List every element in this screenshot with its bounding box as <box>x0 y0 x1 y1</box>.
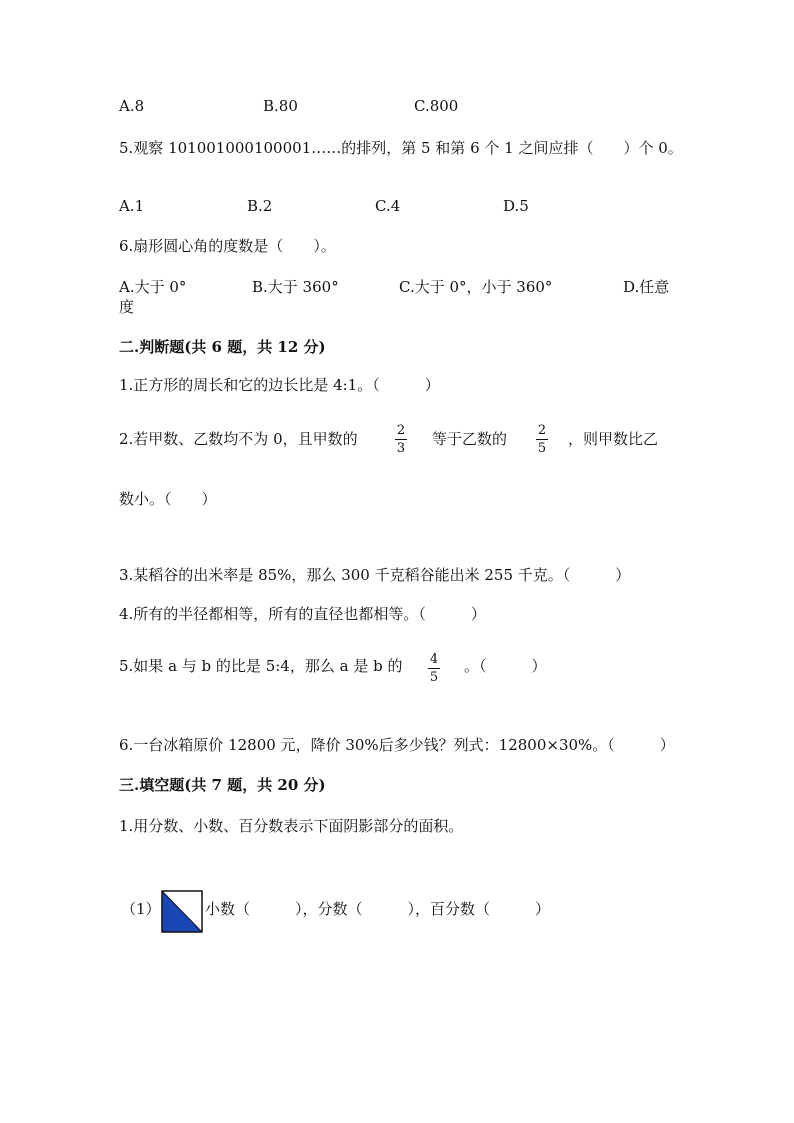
option-d-wrap: 度 <box>119 298 135 316</box>
fraction-2-5: 2 5 <box>537 423 547 456</box>
option-c: C.800 <box>414 97 459 115</box>
judge-q2-part3: ，则甲数比乙 <box>568 430 659 448</box>
option-a: A.8 <box>119 97 145 115</box>
judge-q2-part2: 等于乙数的 <box>432 430 508 448</box>
option-c: C.大于 0°，小于 360° <box>399 278 553 296</box>
judge-q5-part2: 。（ ） <box>464 657 547 675</box>
fraction-2-3: 2 3 <box>396 423 406 456</box>
sub-answer-blanks: 小数（ ），分数（ ），百分数（ ） <box>205 900 551 918</box>
judge-q5-part1: 5.如果 a 与 b 的比是 5:4，那么 a 是 b 的 <box>119 657 403 675</box>
judge-q2-line2: 数小。（ ） <box>119 490 217 508</box>
question-6: 6.扇形圆心角的度数是（ ）。 <box>119 237 336 255</box>
option-d: D.5 <box>503 197 529 215</box>
judge-question-1: 1.正方形的周长和它的边长比是 4:1。（ ） <box>119 376 440 394</box>
fraction-4-5: 4 5 <box>429 652 439 685</box>
sub-label: （1） <box>121 900 161 918</box>
fill-question-1: 1.用分数、小数、百分数表示下面阴影部分的面积。 <box>119 817 464 835</box>
judge-question-6: 6.一台冰箱原价 12800 元，降价 30%后多少钱？列式：12800×30%。（ ） <box>119 736 675 754</box>
option-b: B.大于 360° <box>252 278 339 296</box>
option-c: C.4 <box>375 197 401 215</box>
judge-q2-part1: 2.若甲数、乙数均不为 0，且甲数的 <box>119 430 358 448</box>
judge-question-4: 4.所有的半径都相等，所有的直径也都相等。（ ） <box>119 605 486 623</box>
shaded-square-figure <box>161 890 203 933</box>
option-b: B.2 <box>247 197 273 215</box>
option-b: B.80 <box>263 97 298 115</box>
question-5: 5.观察 101001000100001……的排列，第 5 和第 6 个 1 之间应排（ ）个 0。 <box>119 139 683 157</box>
option-d: D.任意 <box>623 278 670 296</box>
section-3-title: 三.填空题(共 7 题，共 20 分) <box>119 776 326 794</box>
section-2-title: 二.判断题(共 6 题，共 12 分) <box>119 338 326 356</box>
option-a: A.大于 0° <box>119 278 187 296</box>
judge-question-3: 3.某稻谷的出米率是 85%，那么 300 千克稻谷能出米 255 千克。（ ） <box>119 566 631 584</box>
option-a: A.1 <box>119 197 145 215</box>
